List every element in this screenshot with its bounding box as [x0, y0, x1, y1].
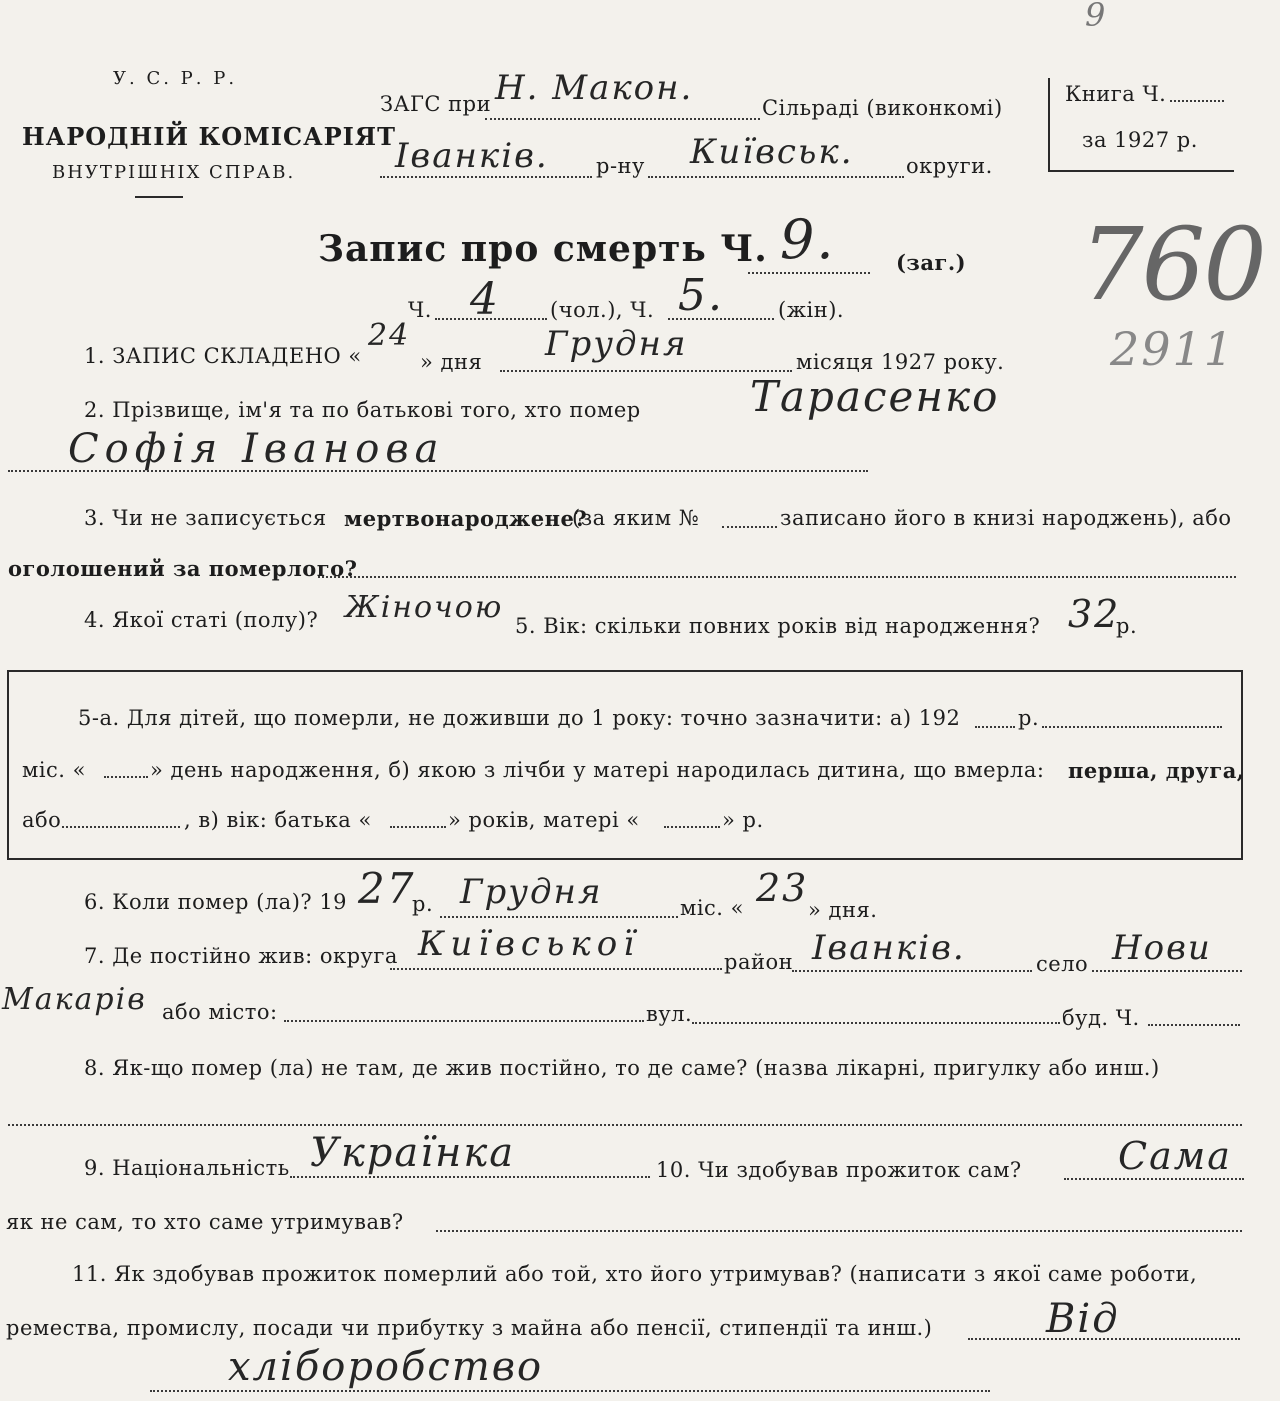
f5a-father-age-line — [390, 826, 446, 828]
f2-names: Софія Іванова — [68, 426, 445, 472]
zags-council: Сільраді (виконкомі) — [762, 96, 1003, 120]
f6-month: Грудня — [460, 872, 603, 912]
f6-year-suffix: р. — [412, 892, 434, 916]
f7-okrug-line — [390, 968, 722, 970]
f4-label: 4. Якої статі (полу)? — [84, 608, 319, 632]
men-line — [435, 318, 547, 320]
f5-age: 32 — [1068, 592, 1121, 636]
f3-tail: записано його в книзі народжень), або — [780, 506, 1232, 530]
header-commissariat: НАРОДНІЙ КОМІСАРІЯТ — [22, 122, 396, 151]
zags-district-value: Іванків. — [395, 136, 549, 176]
f7-village-cont: Макарів — [2, 982, 147, 1017]
f10-value: Сама — [1118, 1134, 1232, 1178]
record-title-suffix: (заг.) — [896, 250, 967, 275]
f11-value1: Від — [1046, 1296, 1120, 1342]
record-title: Запис про смерть Ч. — [318, 228, 768, 270]
f7-street-line — [692, 1022, 1060, 1024]
f6-month-suffix: міс. « — [680, 896, 745, 920]
women-value: 5. — [678, 270, 724, 321]
f8-answer-line — [8, 1124, 1242, 1126]
f5a-month-line — [104, 776, 148, 778]
f11-line2: ремества, промислу, посади чи прибутку з майна або пенсії, стипендії та инш.) — [6, 1316, 933, 1340]
margin-note-small: 2911 — [1110, 322, 1236, 376]
f7-okrug: Київської — [418, 924, 641, 964]
f5-age-label: 5. Вік: скільки повних років від народження? — [515, 614, 1041, 638]
f3-label: 3. Чи не записується — [84, 506, 327, 530]
men-suffix: (чол.), Ч. — [550, 298, 655, 322]
book-box-left-border — [1048, 78, 1050, 170]
men-value: 4 — [470, 274, 500, 325]
f6-label: 6. Коли помер (ла)? 19 — [84, 890, 348, 914]
f7-city-line — [284, 1020, 644, 1022]
f10-cont-line — [436, 1230, 1242, 1232]
zags-label: ЗАГС при — [380, 92, 492, 116]
book-label: Книга Ч. — [1065, 82, 1167, 106]
f6-month-line — [440, 916, 678, 918]
f7-village-label: село — [1036, 952, 1089, 976]
f7-village-line — [1092, 970, 1242, 972]
f2-surname: Тарасенко — [750, 372, 1000, 421]
header-republic: У. С. Р. Р. — [113, 68, 238, 89]
zags-okrug-label: округи. — [906, 154, 993, 178]
f1-month: Грудня — [545, 324, 688, 364]
f6-day: 23 — [756, 866, 809, 910]
f5a-line1-end: р. — [1018, 706, 1040, 730]
f7-raion: Іванків. — [812, 928, 966, 968]
record-number-line — [748, 272, 870, 274]
f2-label: 2. Прізвище, ім'я та по батькові того, хто помер — [84, 398, 641, 422]
f5a-year-line — [975, 726, 1015, 728]
f5a-line3-mid2: » років, матері « — [448, 808, 640, 832]
women-suffix: (жін). — [778, 298, 845, 322]
f5a-order-line — [62, 826, 180, 828]
f5a-line2-mid: » день народження, б) якою з лічби у матері народилась дитина, що вмерла: — [150, 758, 1045, 782]
book-year: за 1927 р. — [1082, 128, 1198, 152]
f7-village: Нови — [1112, 928, 1212, 968]
f2-names-line — [8, 470, 868, 472]
f3-mid: (за яким № — [572, 506, 700, 530]
header-department: ВНУТРІШНІХ СПРАВ. — [52, 162, 296, 183]
f7-raion-label: район — [724, 950, 794, 974]
zags-okrug-value: Київськ. — [690, 132, 854, 172]
zags-district-line — [380, 176, 592, 178]
book-number-line — [1170, 100, 1224, 102]
f7-building-label: буд. Ч. — [1062, 1006, 1140, 1030]
f3-declared-dead: оголошений за померлого? — [8, 556, 358, 581]
book-box-bottom-border — [1048, 170, 1234, 172]
f10-cont: як не сам, то хто саме утримував? — [6, 1210, 404, 1234]
f1-day-suffix: » дня — [420, 350, 483, 374]
f6-year: 27 — [358, 864, 416, 913]
f5-age-suffix: р. — [1116, 614, 1138, 638]
f5a-line3-end: » р. — [722, 808, 764, 832]
f1-day: 24 — [368, 318, 411, 353]
f7-label: 7. Де постійно жив: округа — [84, 944, 398, 968]
margin-note-top: 9 — [1085, 0, 1108, 34]
f7-city-label: або місто: — [162, 1000, 278, 1024]
record-number: 9. — [780, 208, 836, 271]
f5a-mother-age-line — [664, 826, 720, 828]
f8-label: 8. Як-що помер (ла) не там, де жив постійно, то де саме? (назва лікарні, пригулку або инш.) — [84, 1056, 1160, 1080]
f1-suffix: місяця 1927 року. — [796, 350, 1005, 374]
zags-okrug-line — [648, 176, 904, 178]
f6-day-suffix: » дня. — [808, 898, 878, 922]
f11-answer-line — [150, 1390, 990, 1392]
header-underline — [135, 196, 183, 198]
men-label: Ч. — [408, 298, 432, 322]
margin-note-big: 760 — [1080, 206, 1265, 323]
f4-sex: Жіночою — [345, 590, 504, 625]
women-line — [668, 318, 774, 320]
f5a-line3-mid: , в) вік: батька « — [184, 808, 372, 832]
f7-building-line — [1148, 1024, 1240, 1026]
f9-label: 9. Національність — [84, 1156, 290, 1180]
f9-value: Українка — [310, 1130, 516, 1176]
f5a-line1-tail — [1042, 726, 1222, 728]
f7-raion-line — [792, 970, 1032, 972]
zags-district-label: р-ну — [596, 154, 645, 178]
f11-value2: хліборобство — [228, 1344, 544, 1390]
f3-declared-line — [318, 576, 1236, 578]
f3-stillborn: мертвонароджене? — [344, 506, 588, 531]
f5a-line3-start: або — [22, 808, 62, 832]
f3-number-line — [722, 526, 777, 528]
f5a-line2-bold: перша, друга, — [1068, 758, 1245, 783]
f5a-line1: 5-а. Для дітей, що померли, не доживши до 1 року: точно зазначити: а) 192 — [78, 706, 961, 730]
f11-line1: 11. Як здобував прожиток померлий або той, хто його утримував? (написати з якої саме роботи, — [72, 1262, 1198, 1286]
f10-value-line — [1064, 1178, 1244, 1180]
f9-value-line — [290, 1176, 650, 1178]
zags-value-line — [485, 118, 760, 120]
f10-label: 10. Чи здобував прожиток сам? — [656, 1158, 1022, 1182]
f1-label: 1. ЗАПИС СКЛАДЕНО « — [84, 344, 362, 368]
f5a-line2-start: міс. « — [22, 758, 87, 782]
f7-street-label: вул. — [646, 1002, 693, 1026]
f1-month-line — [500, 370, 792, 372]
zags-value: Н. Макон. — [495, 68, 694, 108]
